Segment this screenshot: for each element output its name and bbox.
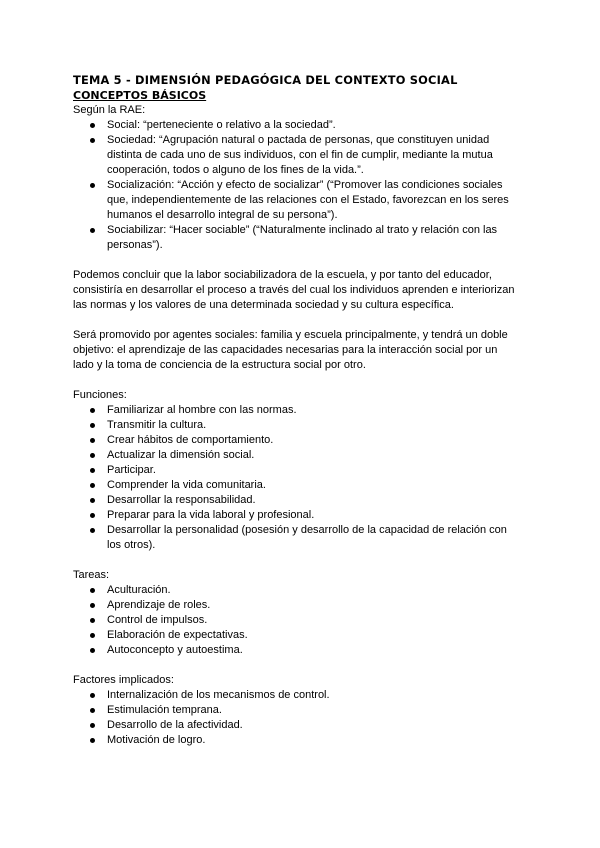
factores-label: Factores implicados: [73,674,174,686]
list-item: Internalización de los mecanismos de control. [73,688,520,703]
tareas-label: Tareas: [73,569,110,581]
list-item: Sociabilizar: “Hacer sociable” (“Naturalmente inclinado al trato y relación con las personas”). [73,223,520,253]
funciones-label: Funciones: [73,389,127,401]
list-item: Comprender la vida comunitaria. [73,478,520,493]
list-item: Aprendizaje de roles. [73,598,520,613]
document-title: TEMA 5 - DIMENSIÓN PEDAGÓGICA DEL CONTEXTO SOCIAL [73,73,458,87]
list-item: Aculturación. [73,583,520,598]
list-item: Estimulación temprana. [73,703,520,718]
list-item: Familiarizar al hombre con las normas. [73,403,520,418]
funciones-list [73,403,520,553]
list-item: Control de impulsos. [73,613,520,628]
list-item: Autoconcepto y autoestima. [73,643,520,658]
list-item: Desarrollar la personalidad (posesión y desarrollo de la capacidad de relación con los otros). [73,523,520,553]
rae-definitions-list [73,118,520,253]
tareas-list [73,583,520,658]
list-item: Actualizar la dimensión social. [73,448,520,463]
factores-list [73,688,520,748]
list-item: Motivación de logro. [73,733,520,748]
list-item: Sociedad: “Agrupación natural o pactada de personas, que constituyen unidad distinta de cada uno de sus individuos, con el fin de cumplir, mediante la mutua cooperación, todos o alguno de los fines de la vida.”. [73,133,520,178]
list-item: Preparar para la vida laboral y profesional. [73,508,520,523]
paragraph-conclusion: Podemos concluir que la labor sociabilizadora de la escuela, y por tanto del educador, consistiría en desarrollar el proceso a través del cual los individuos aprenden e interiorizan las normas y los valores de una determinada sociedad y su cultura específica. [73,269,515,311]
rae-intro: Según la RAE: [73,104,146,116]
list-item: Crear hábitos de comportamiento. [73,433,520,448]
section-heading: CONCEPTOS BÁSICOS [73,89,207,102]
list-item: Socialización: “Acción y efecto de socializar” (“Promover las condiciones sociales que, independientemente de las relaciones con el Estado, favorezcan en los seres humanos el desarrollo integral de su persona”). [73,178,520,223]
list-item: Transmitir la cultura. [73,418,520,433]
list-item: Desarrollo de la afectividad. [73,718,520,733]
list-item: Desarrollar la responsabilidad. [73,493,520,508]
list-item: Participar. [73,463,520,478]
list-item: Social: “perteneciente o relativo a la sociedad”. [73,118,520,133]
paragraph-agents: Será promovido por agentes sociales: familia y escuela principalmente, y tendrá un doble objetivo: el aprendizaje de las capacidades necesarias para la interacción social por un lado y la toma de conciencia de la estructura social por otro. [73,329,508,371]
list-item: Elaboración de expectativas. [73,628,520,643]
